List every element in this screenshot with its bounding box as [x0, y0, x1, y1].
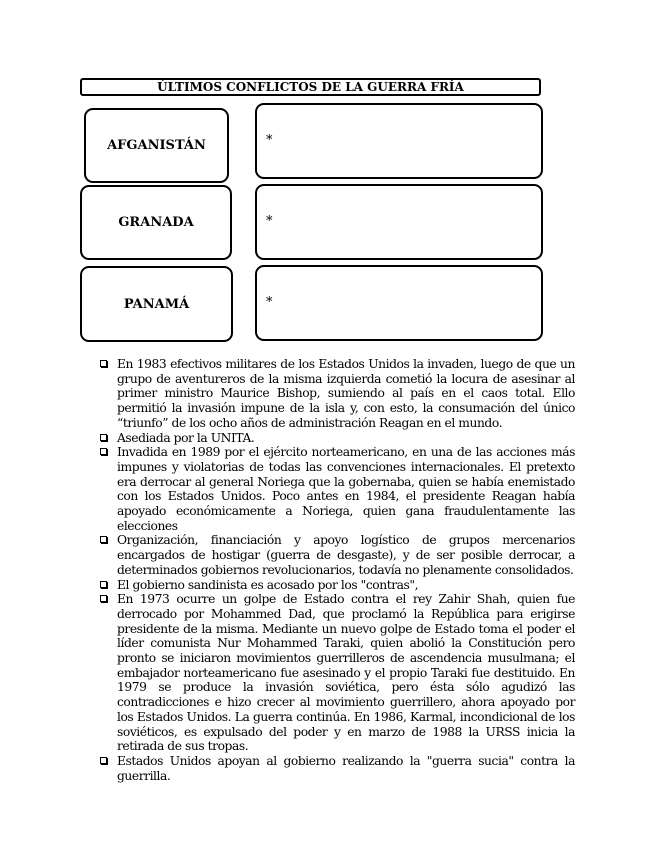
list-item: [98, 592, 575, 754]
list-item-text: Estados Unidos apoyan al gobierno realizando la "guerra sucia" contra la guerrilla.: [117, 753, 575, 783]
checkbox-bullet-icon: [100, 448, 107, 455]
checkbox-bullet-icon: [100, 536, 107, 543]
list-item-text: En 1973 ocurre un golpe de Estado contra el rey Zahir Shah, quien fue derrocado por Mohammed Dad, que proclamó la República para erigirse presidente de la misma. Mediante un nuevo golpe de Estado toma el poder el líder comunista Nur Mohammed Taraki, quien abolió la Constitución pero pronto se iniciaron movimientos guerrilleros de ascendencia musulmana; el embajador norteamericano fue asesinado y el propio Taraki fue destituido. En 1979 se produce la invasión soviética, pero ésta sólo agudizó las contradicciones e hizo crecer al movimiento guerrillero, ahora apoyado por los Estados Unidos. La guerra continúa. En 1986, Karmal, incondicional de los soviéticos, es expulsado del poder y en marzo de 1988 la URSS inicia la retirada de sus tropas.: [117, 592, 575, 754]
answer-box-panama[interactable]: *: [255, 265, 543, 341]
list-item: [98, 578, 575, 593]
list-item-text: Organización, financiación y apoyo logístico de grupos mercenarios encargados de hostigar (guerra de desgaste), y de ser posible derrocar, a determinados gobiernos revolucionarios, todavía no plenamente consolidados.: [117, 533, 575, 577]
list-item: [98, 754, 575, 783]
checkbox-bullet-icon: [100, 581, 107, 588]
list-item-text: El gobierno sandinista es acosado por los "contras",: [117, 577, 419, 592]
statement-list: [98, 357, 575, 783]
list-item: [98, 357, 575, 431]
country-label-panama: PANAMÁ: [80, 266, 233, 342]
list-item: [98, 533, 575, 577]
country-label-granada: GRANADA: [80, 185, 232, 260]
list-item: [98, 431, 575, 446]
worksheet-title: ÚLTIMOS CONFLICTOS DE LA GUERRA FRÍA: [80, 78, 541, 96]
answer-box-afganistan[interactable]: *: [255, 103, 543, 179]
list-item: [98, 445, 575, 533]
checkbox-bullet-icon: [100, 757, 107, 764]
list-item-text: Invadida en 1989 por el ejército norteamericano, en una de las acciones más impunes y violatorias de todas las convenciones internacionales. El pretexto era derrocar al general Noriega que la gobernaba, quien se había enemistado con los Estados Unidos. Poco antes en 1984, el presidente Reagan había apoyado económicamente a Noriega, quien gana fraudulentamente las elecciones: [117, 445, 575, 533]
checkbox-bullet-icon: [100, 360, 107, 367]
checkbox-bullet-icon: [100, 434, 107, 441]
list-item-text: Asediada por la UNITA.: [117, 430, 255, 445]
country-label-afganistan: AFGANISTÁN: [84, 108, 229, 183]
list-item-text: En 1983 efectivos militares de los Estados Unidos la invaden, luego de que un grupo de aventureros de la misma izquierda cometió la locura de asesinar al primer ministro Maurice Bishop, sumiendo al país en el caos total. Ello permitió la invasión impune de la isla y, con esto, la consumación del único “triunfo” de los ocho años de administración Reagan en el mundo.: [117, 357, 575, 430]
answer-box-granada[interactable]: *: [255, 184, 543, 260]
checkbox-bullet-icon: [100, 595, 107, 602]
